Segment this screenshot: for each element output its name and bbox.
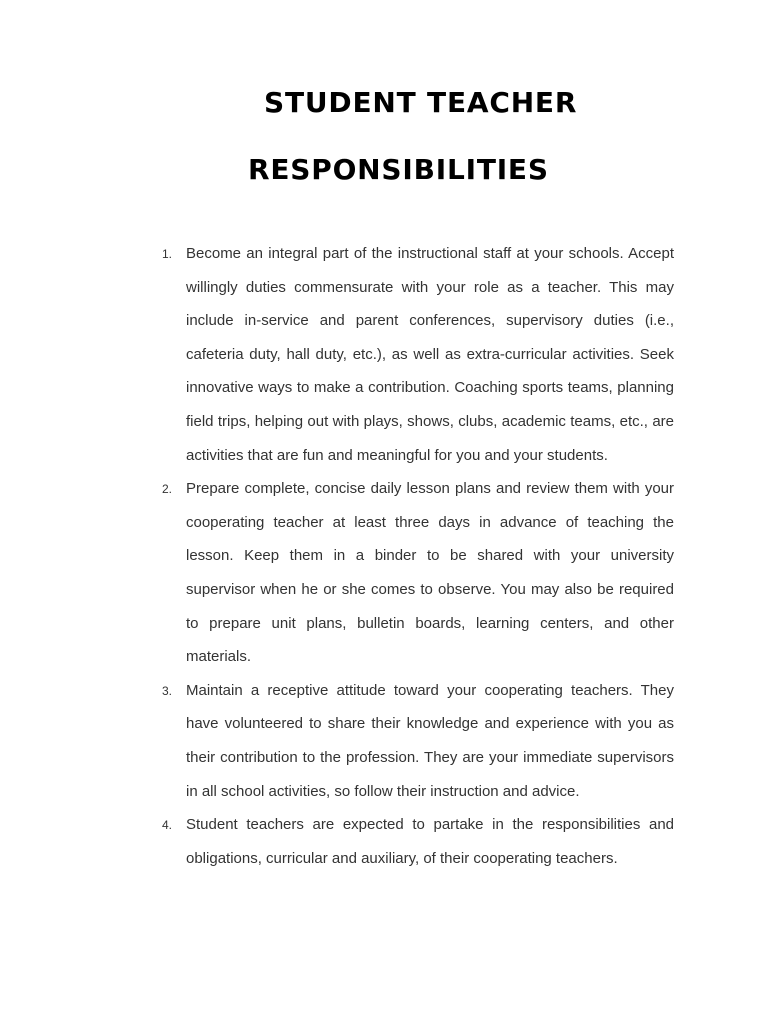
list-item	[162, 237, 674, 472]
document-title-line-2: RESPONSIBILITIES	[248, 153, 549, 186]
list-item-number: 3.	[162, 683, 173, 698]
list-item-text: Maintain a receptive attitude toward your cooperating teachers. They have volunteered to share their knowledge and experience with you as their contribution to the profession. They are your immediate supervisors in all school activities, so follow their instruction and advice.	[186, 681, 674, 800]
list-item-text: Student teachers are expected to partake in the responsibilities and obligations, curricular and auxiliary, of their cooperating teachers.	[186, 816, 674, 867]
list-item	[162, 472, 674, 674]
list-item-number: 1.	[162, 247, 173, 261]
list-item-number: 4.	[162, 818, 173, 833]
list-item-text: Become an integral part of the instructional staff at your schools. Accept willingly duties commensurate with your role as a teacher. This may include in-service and parent conferences, supervisory duties (i.e., cafeteria duty, hall duty, etc.), as well as extra-curricular activities. Seek innovative ways to make a contribution. Coaching sports teams, planning field trips, helping out with plays, shows, clubs, academic teams, etc., are activities that are fun and meaningful for you and your students.	[186, 245, 674, 464]
list-item	[162, 674, 674, 808]
document-title-line-1: STUDENT TEACHER	[264, 86, 578, 119]
list-item-number: 2.	[162, 482, 173, 497]
list-item-text: Prepare complete, concise daily lesson plans and review them with your cooperating teacher at least three days in advance of teaching the lesson. Keep them in a binder to be shared with your university supervisor when he or she comes to observe. You may also be required to prepare unit plans, bulletin boards, learning centers, and other materials.	[186, 480, 674, 666]
list-item	[162, 808, 674, 875]
responsibilities-list	[162, 237, 674, 875]
